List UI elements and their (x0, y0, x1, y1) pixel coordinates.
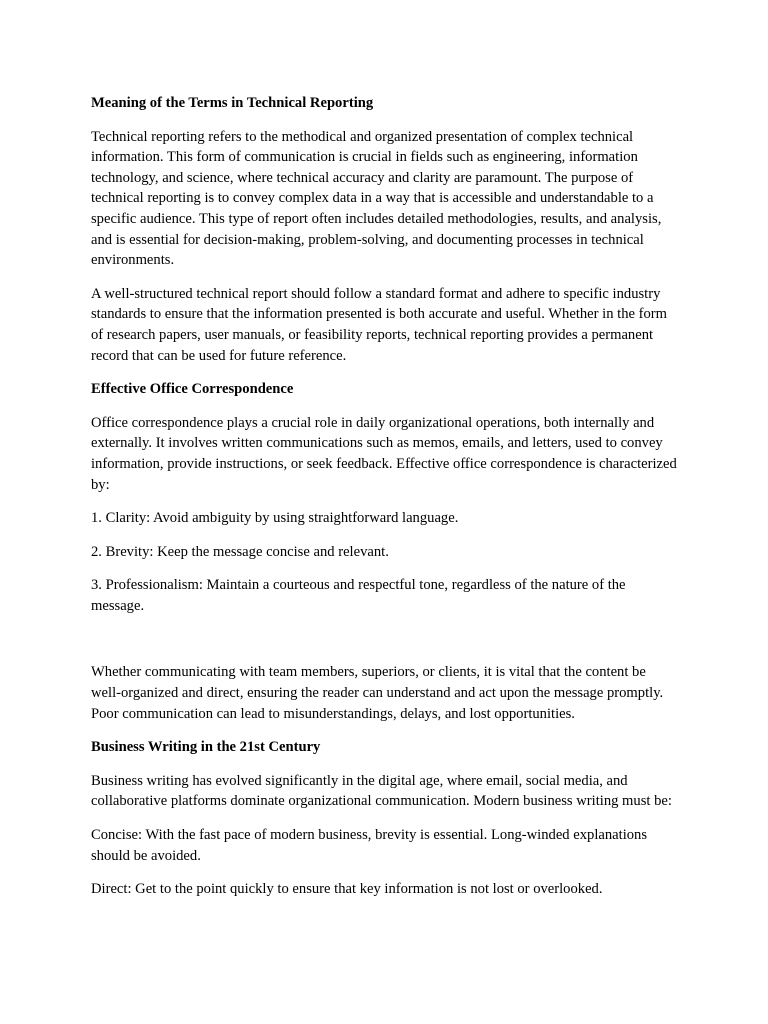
paragraph: Business writing has evolved significantly in the digital age, where email, social media, and collaborative platforms dominate organizational communication. Modern business writing must be: (91, 772, 672, 810)
paragraph: Direct: Get to the point quickly to ensure that key information is not lost or overlooked. (91, 881, 603, 898)
section-heading-technical-reporting: Meaning of the Terms in Technical Reporting (91, 95, 374, 111)
list-item: 3. Professionalism: Maintain a courteous and respectful tone, regardless of the nature of the message. (91, 577, 626, 614)
paragraph: Concise: With the fast pace of modern business, brevity is essential. Long-winded explanations should be avoided. (91, 827, 648, 864)
document-page (91, 93, 677, 913)
paragraph: Technical reporting refers to the methodical and organized presentation of complex technical information. This form of communication is crucial in fields such as engineering, information technology, and science, where technical accuracy and clarity are paramount. The purpose of technical reporting is to convey complex data in a way that is accessible and understandable to a specific audience. This type of report often includes detailed methodologies, results, and analysis, and is essential for decision-making, problem-solving, and documenting processes in technical environments. (91, 128, 662, 269)
paragraph: A well-structured technical report should follow a standard format and adhere to specific industry standards to ensure that the information presented is both accurate and useful. Whether in the form of research papers, user manuals, or feasibility reports, technical reporting provides a permanent record that can be used for future reference. (91, 285, 667, 364)
list-item: 2. Brevity: Keep the message concise and relevant. (91, 543, 389, 560)
section-heading-business-writing: Business Writing in the 21st Century (91, 739, 321, 756)
paragraph: Whether communicating with team members, superiors, or clients, it is vital that the content be well-organized and direct, ensuring the reader can understand and act upon the message promptly. Poor communication can lead to misunderstandings, delays, and lost opportunities. (91, 664, 664, 722)
section-heading-office-correspondence: Effective Office Correspondence (91, 381, 294, 398)
paragraph: Office correspondence plays a crucial role in daily organizational operations, both internally and externally. It involves written communications such as memos, emails, and letters, used to convey information, provide instructions, or seek feedback. Effective office correspondence is characterized by: (91, 414, 677, 493)
blank-line (91, 629, 677, 662)
list-item: 1. Clarity: Avoid ambiguity by using straightforward language. (91, 510, 459, 527)
